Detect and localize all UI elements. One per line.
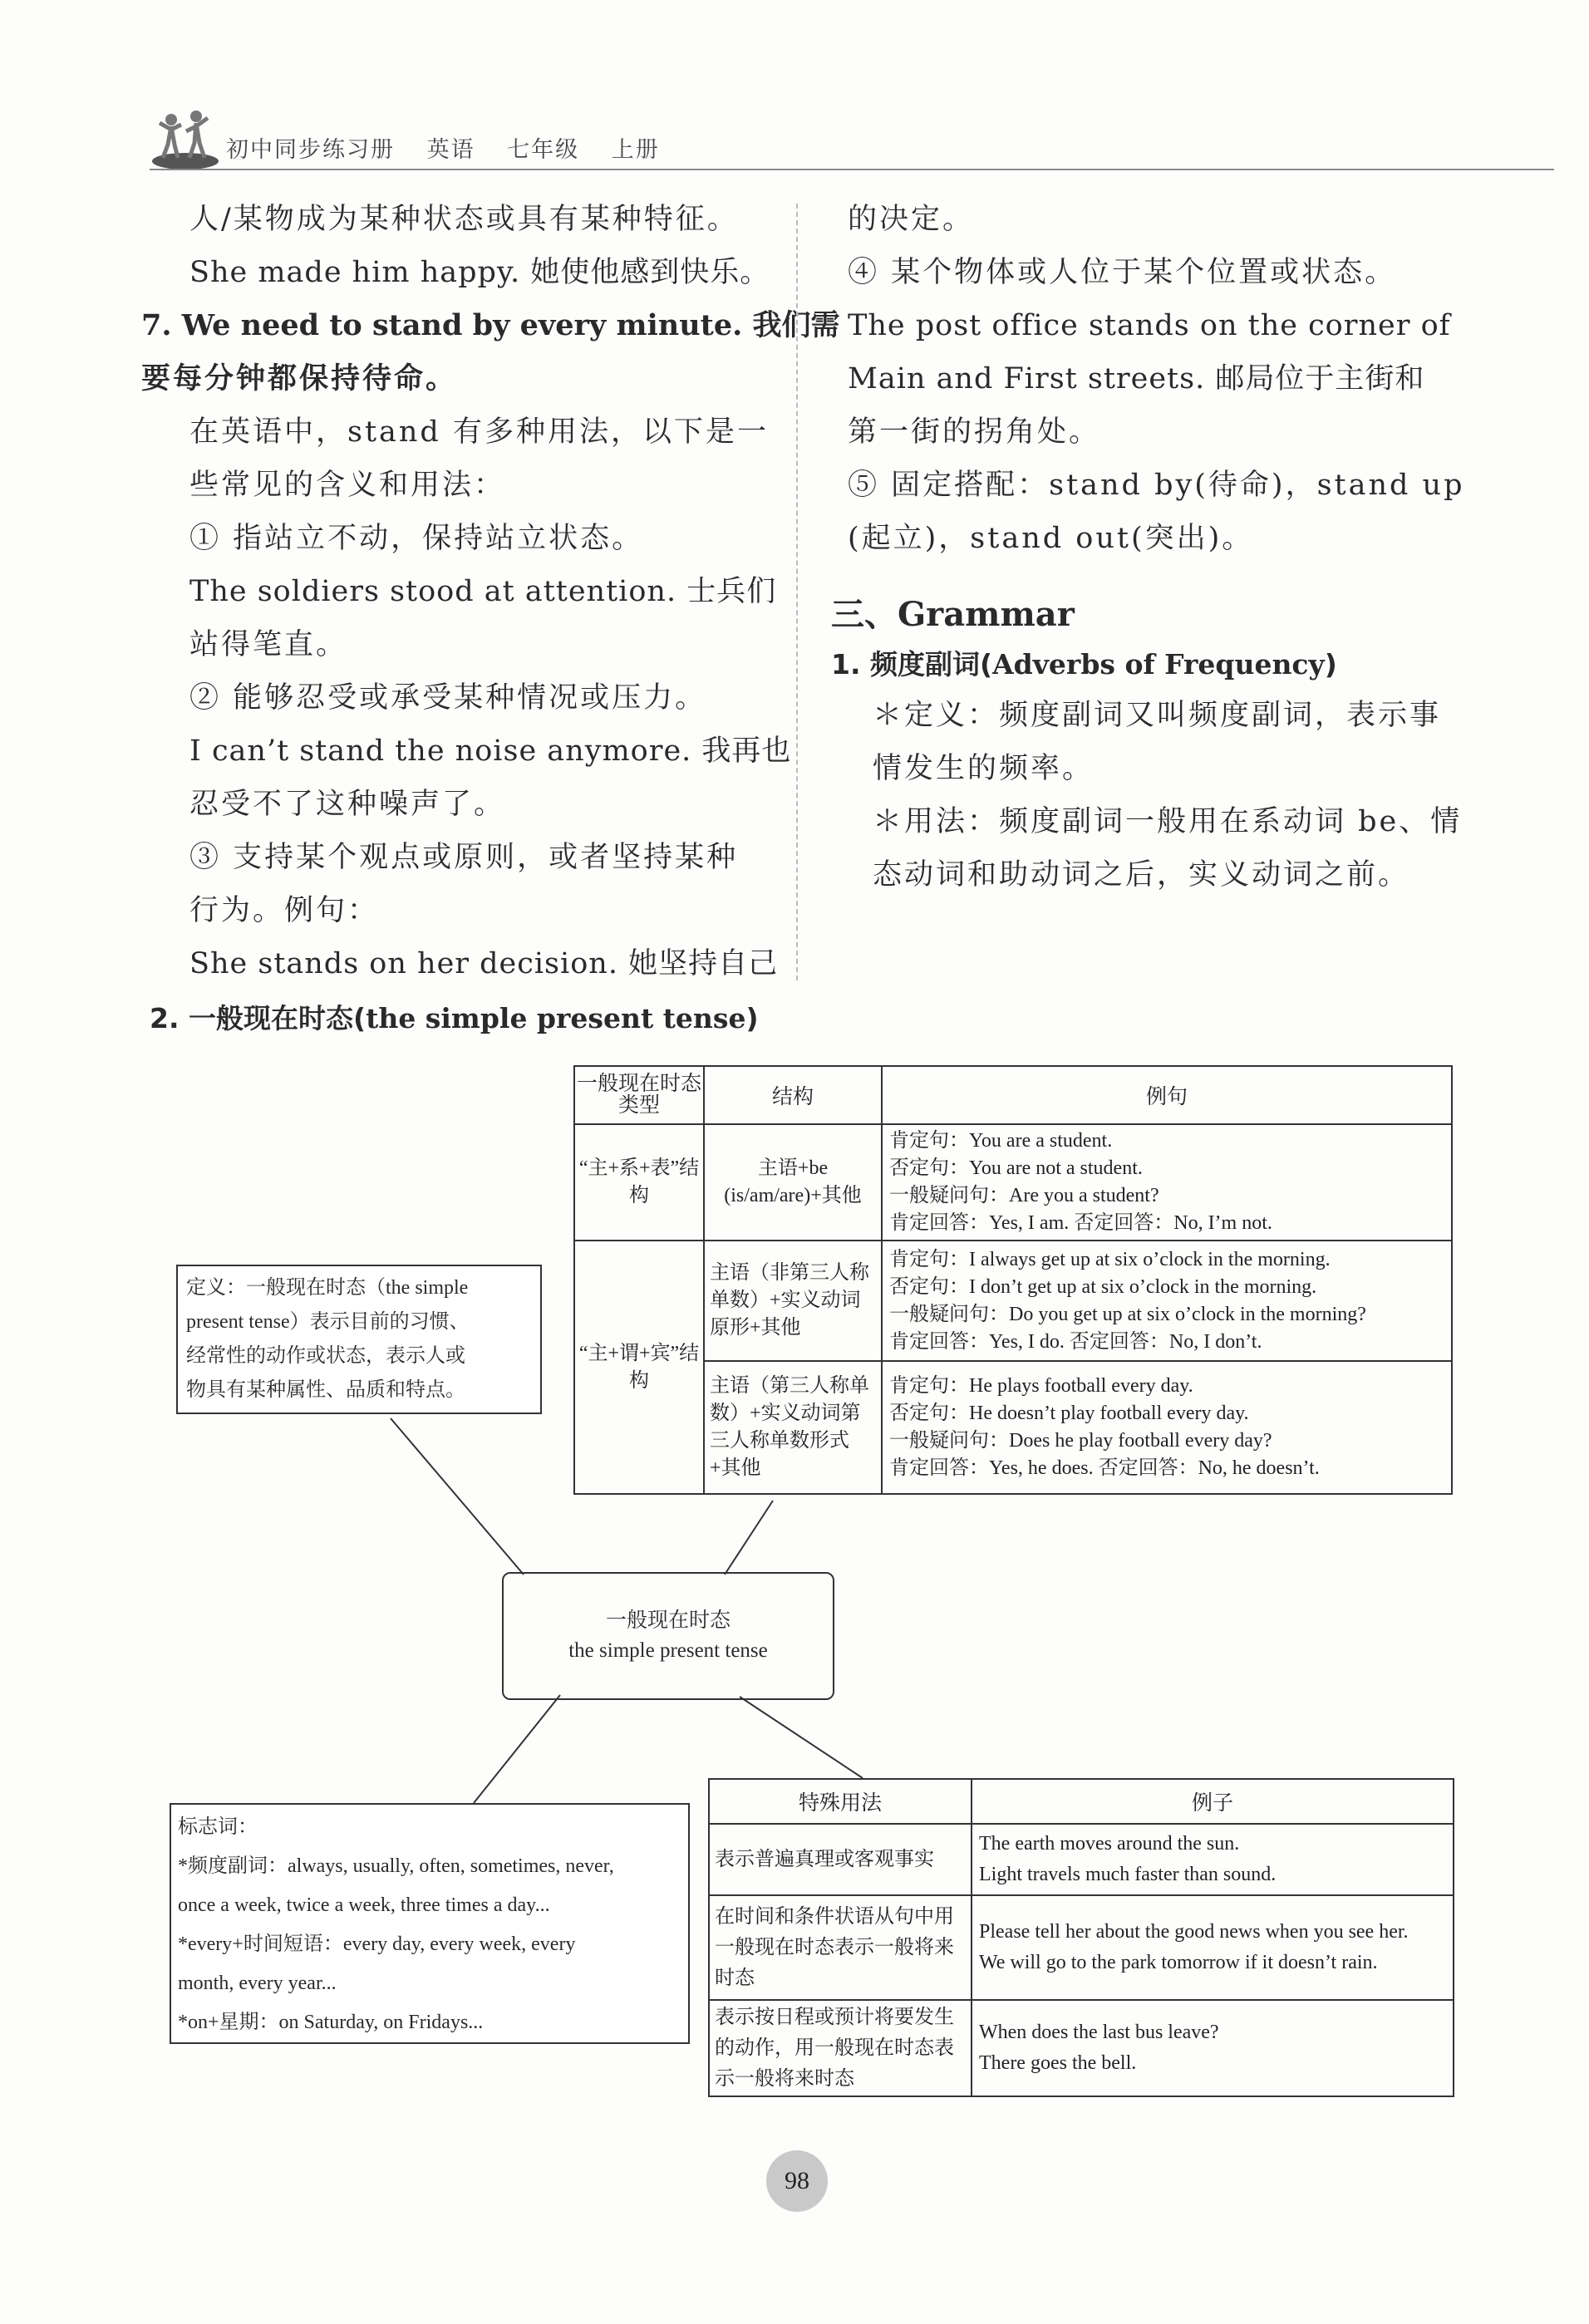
section-title: 三、Grammar bbox=[831, 595, 1075, 634]
example-cell bbox=[972, 2000, 1454, 2096]
structure-cell: 主语（第三人称单数）+实义动词第三人称单数形式+其他 bbox=[704, 1361, 882, 1494]
text-line: Main and First streets. 邮局位于主街和 bbox=[848, 362, 1425, 396]
text-line: ① 指站立不动，保持站立状态。 bbox=[189, 522, 644, 555]
text-line: ③ 支持某个观点或原则，或者坚持某种 bbox=[189, 841, 739, 874]
header-subject: 英语 bbox=[426, 137, 475, 163]
type-cell: “主+系+表”结构 bbox=[574, 1124, 704, 1241]
text-line: 7. We need to stand by every minute. 我们需 bbox=[141, 308, 840, 342]
page-number: 98 bbox=[766, 2150, 828, 2212]
table-row bbox=[709, 1895, 1454, 2000]
example-sentence: Light travels much faster than sound. bbox=[979, 1864, 1277, 1885]
text-line: 要每分钟都保持待命。 bbox=[141, 361, 458, 396]
adverbs-title: 1. 频度副词(Adverbs of Frequency) bbox=[831, 648, 1337, 680]
example-sentence: We will go to the park tomorrow if it doesn’t rain. bbox=[979, 1952, 1378, 1973]
example-sentence: 肯定回答：Yes, I do. 否定回答：No, I don’t. bbox=[889, 1330, 1262, 1353]
center-node bbox=[502, 1572, 834, 1700]
text-line: The post office stands on the corner of bbox=[848, 309, 1451, 342]
example-sentence: There goes the bell. bbox=[979, 2052, 1137, 2074]
col-header-structure: 结构 bbox=[704, 1066, 882, 1124]
signal-words-box bbox=[170, 1803, 690, 2044]
header-volume: 上册 bbox=[611, 137, 660, 163]
example-sentence: 肯定句：You are a student. bbox=[889, 1130, 1113, 1152]
text-line: She stands on her decision. 她坚持自己 bbox=[189, 947, 779, 980]
special-usage-table bbox=[708, 1778, 1454, 2097]
usage-cell: 表示按日程或预计将要发生的动作，用一般现在时态表示一般将来时态 bbox=[709, 2000, 972, 2096]
example-sentence: 一般疑问句：Do you get up at six o’clock in the morning? bbox=[889, 1303, 1366, 1325]
definition-line: ＊定义：频度副词又叫频度副词，表示事 bbox=[873, 699, 1442, 732]
signal-words-title: 标志词： bbox=[178, 1816, 258, 1838]
center-node-en: the simple present tense bbox=[568, 1639, 768, 1662]
table-row bbox=[709, 2000, 1454, 2096]
type-cell: “主+谓+宾”结构 bbox=[574, 1241, 704, 1494]
example-sentence: The earth moves around the sun. bbox=[979, 1833, 1240, 1855]
definition-line: 态动词和助动词之后，实义动词之前。 bbox=[873, 858, 1410, 892]
header-book: 初中同步练习册 bbox=[226, 137, 395, 163]
table-row bbox=[574, 1124, 1452, 1241]
structure-table bbox=[573, 1065, 1453, 1495]
structure-cell: 主语+be (is/am/are)+其他 bbox=[704, 1124, 882, 1241]
example-cell bbox=[882, 1241, 1452, 1361]
example-sentence: 一般疑问句：Are you a student? bbox=[889, 1185, 1159, 1206]
example-sentence: When does the last bus leave? bbox=[979, 2022, 1219, 2043]
text-line: ⑤ 固定搭配：stand by(待命)，stand up bbox=[848, 469, 1465, 502]
example-cell bbox=[972, 1895, 1454, 2000]
center-node-cn: 一般现在时态 bbox=[605, 1609, 731, 1632]
col-header-examples: 例子 bbox=[972, 1779, 1454, 1824]
table-row bbox=[574, 1241, 1452, 1361]
example-sentence: 否定句：You are not a student. bbox=[889, 1157, 1143, 1179]
table-row bbox=[709, 1824, 1454, 1895]
usage-cell: 表示普遍真理或客观事实 bbox=[709, 1824, 972, 1895]
usage-cell: 在时间和条件状语从句中用一般现在时态表示一般将来时态 bbox=[709, 1895, 972, 2000]
col-header-usage: 特殊用法 bbox=[709, 1779, 972, 1824]
text-line: The soldiers stood at attention. 士兵们 bbox=[189, 575, 777, 608]
text-line: She made him happy. 她使他感到快乐。 bbox=[189, 256, 770, 289]
definition-text: 物具有某种属性、品质和特点。 bbox=[186, 1379, 465, 1401]
example-sentence: 否定句：He doesn’t play football every day. bbox=[889, 1403, 1249, 1424]
definition-text: 定义：一般现在时态（the simple bbox=[186, 1277, 469, 1299]
definition-text: present tense）表示目前的习惯、 bbox=[186, 1311, 470, 1333]
example-sentence: Please tell her about the good news when you see her. bbox=[979, 1921, 1409, 1943]
signal-word-line: *every+时间短语：every day, every week, every bbox=[178, 1933, 576, 1955]
text-line: 些常见的含义和用法： bbox=[189, 469, 506, 502]
signal-word-line: *频度副词：always, usually, often, sometimes, never, bbox=[178, 1855, 614, 1877]
example-sentence: 肯定回答：Yes, he does. 否定回答：No, he doesn’t. bbox=[889, 1457, 1320, 1479]
definition-line: ＊用法：频度副词一般用在系动词 be、情 bbox=[873, 805, 1463, 838]
text-line: I can’t stand the noise anymore. 我再也 bbox=[189, 735, 792, 768]
text-line: ④ 某个物体或人位于某个位置或状态。 bbox=[848, 256, 1397, 289]
text-line: 第一街的拐角处。 bbox=[848, 415, 1101, 449]
tense-title: 2. 一般现在时态(the simple present tense) bbox=[150, 1002, 759, 1034]
col-header-example: 例句 bbox=[882, 1066, 1452, 1124]
text-line: 站得笔直。 bbox=[189, 628, 348, 661]
example-cell bbox=[882, 1361, 1452, 1494]
example-cell bbox=[882, 1124, 1452, 1241]
definition-box bbox=[176, 1265, 542, 1414]
structure-cell: 主语（非第三人称单数）+实义动词原形+其他 bbox=[704, 1241, 882, 1361]
example-sentence: 肯定回答：Yes, I am. 否定回答：No, I’m not. bbox=[889, 1212, 1272, 1234]
text-line: 人/某物成为某种状态或具有某种特征。 bbox=[189, 203, 739, 236]
text-line: 忍受不了这种噪声了。 bbox=[189, 788, 506, 821]
example-cell bbox=[972, 1824, 1454, 1895]
signal-word-line: *on+星期：on Saturday, on Fridays... bbox=[178, 2012, 484, 2033]
text-line: ② 能够忍受或承受某种情况或压力。 bbox=[189, 681, 707, 715]
example-sentence: 肯定句：He plays football every day. bbox=[889, 1375, 1193, 1397]
example-sentence: 肯定句：I always get up at six o’clock in the morning. bbox=[889, 1248, 1331, 1270]
text-line: 行为。例句： bbox=[189, 894, 380, 927]
definition-line: 情发生的频率。 bbox=[873, 752, 1095, 785]
text-line: 的决定。 bbox=[848, 203, 975, 236]
example-sentence: 否定句：I don’t get up at six o’clock in the morning. bbox=[889, 1275, 1317, 1298]
header-grade: 七年级 bbox=[507, 137, 580, 163]
table-row bbox=[574, 1361, 1452, 1494]
col-header-type: 一般现在时态类型 bbox=[574, 1066, 704, 1124]
signal-word-line: once a week, twice a week, three times a day... bbox=[178, 1894, 550, 1916]
example-sentence: 一般疑问句：Does he play football every day? bbox=[889, 1430, 1272, 1452]
signal-word-line: month, every year... bbox=[178, 1973, 337, 1994]
text-line: 在英语中，stand 有多种用法，以下是一 bbox=[189, 415, 769, 449]
definition-text: 经常性的动作或状态，表示人或 bbox=[186, 1345, 465, 1367]
text-line: (起立)，stand out(突出)。 bbox=[848, 522, 1254, 555]
